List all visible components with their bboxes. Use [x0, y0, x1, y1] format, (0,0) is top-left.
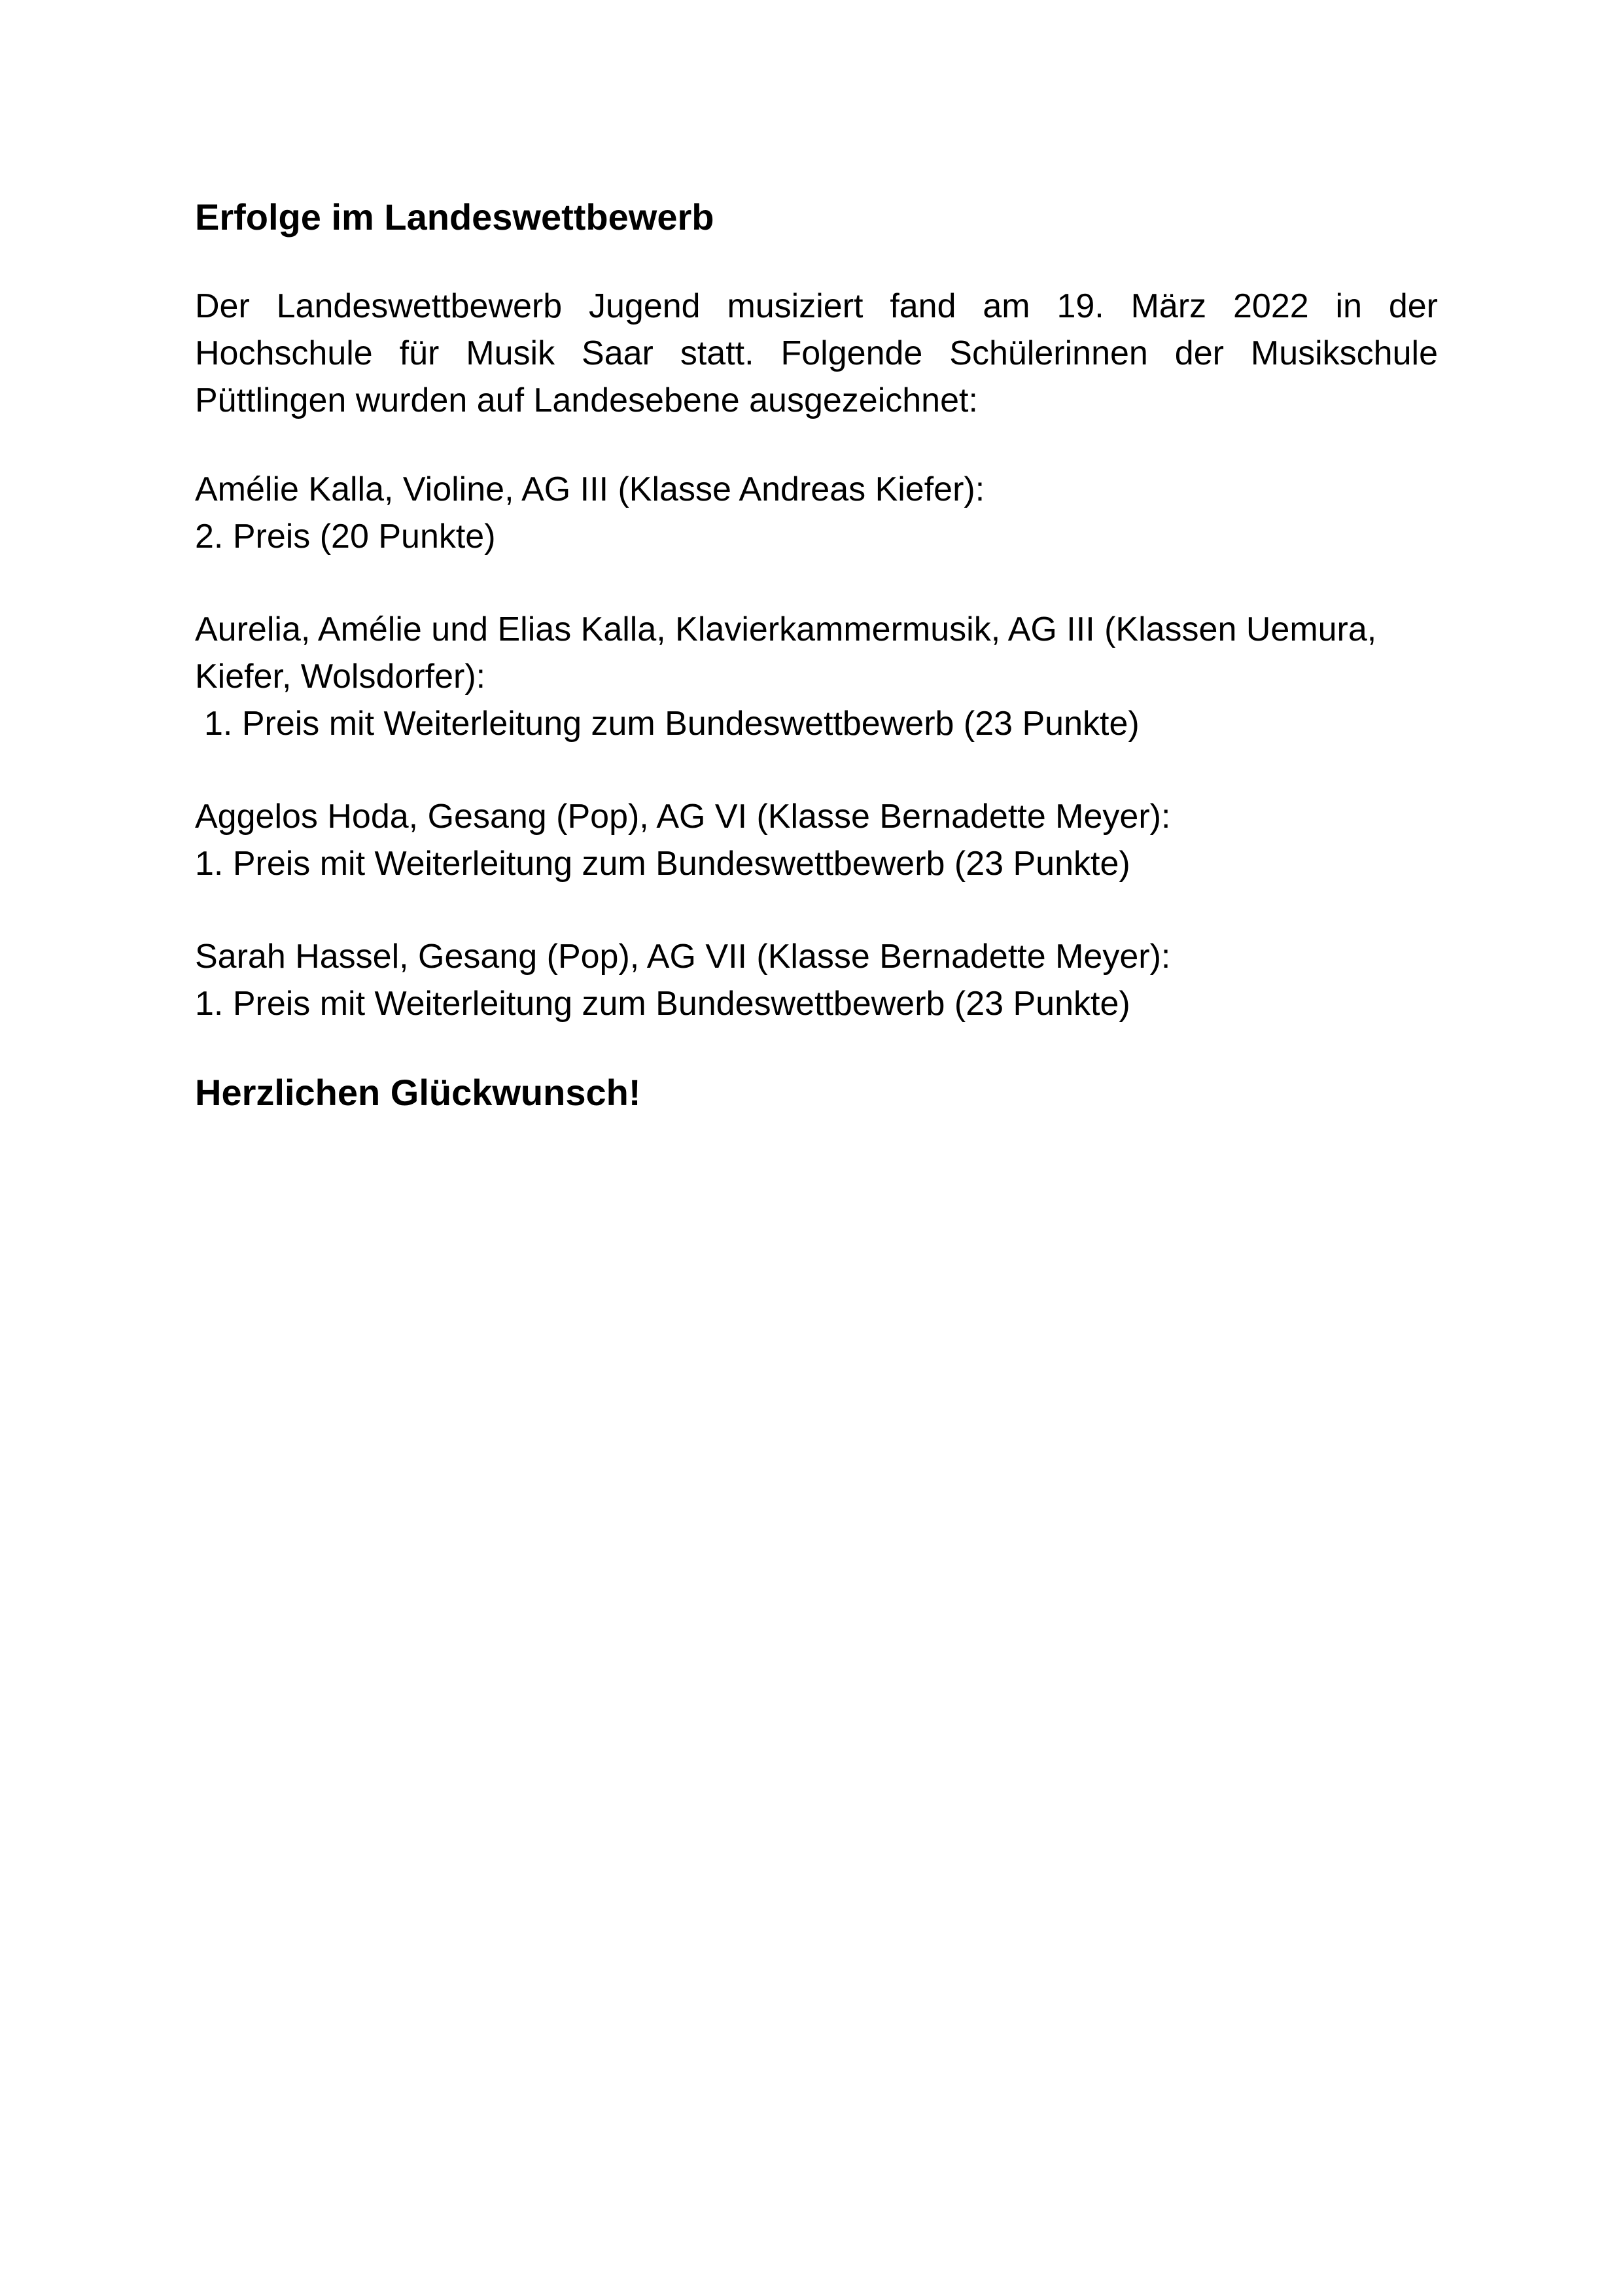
award-entry [195, 466, 1438, 560]
award-participant: Aggelos Hoda, Gesang (Pop), AG VI (Klasse Bernadette Meyer): [195, 798, 1171, 836]
award-result: 1. Preis mit Weiterleitung zum Bundeswettbewerb (23 Punkte) [204, 705, 1140, 743]
document-body [195, 194, 1438, 1116]
award-participant: Aurelia, Amélie und Elias Kalla, Klavierkammermusik, AG III (Klassen Uemura, Kiefer, Wolsdorfer): [195, 610, 1377, 696]
intro-paragraph: Der Landeswettbewerb Jugend musiziert fand am 19. März 2022 in der Hochschule für Musik Saar statt. Folgende Schülerinnen der Musikschule Püttlingen wurden auf Landesebene ausgezeichnet: [195, 287, 1438, 419]
award-entry [195, 793, 1438, 887]
award-result: 2. Preis (20 Punkte) [195, 518, 496, 556]
award-entry [195, 933, 1438, 1027]
award-participant: Amélie Kalla, Violine, AG III (Klasse Andreas Kiefer): [195, 470, 985, 508]
award-participant: Sarah Hassel, Gesang (Pop), AG VII (Klasse Bernadette Meyer): [195, 938, 1171, 976]
document-title: Erfolge im Landeswettbewerb [195, 196, 714, 238]
award-result: 1. Preis mit Weiterleitung zum Bundeswettbewerb (23 Punkte) [195, 845, 1130, 883]
closing-greeting: Herzlichen Glückwunsch! [195, 1072, 641, 1113]
award-entry [195, 606, 1438, 747]
award-result: 1. Preis mit Weiterleitung zum Bundeswettbewerb (23 Punkte) [195, 985, 1130, 1023]
